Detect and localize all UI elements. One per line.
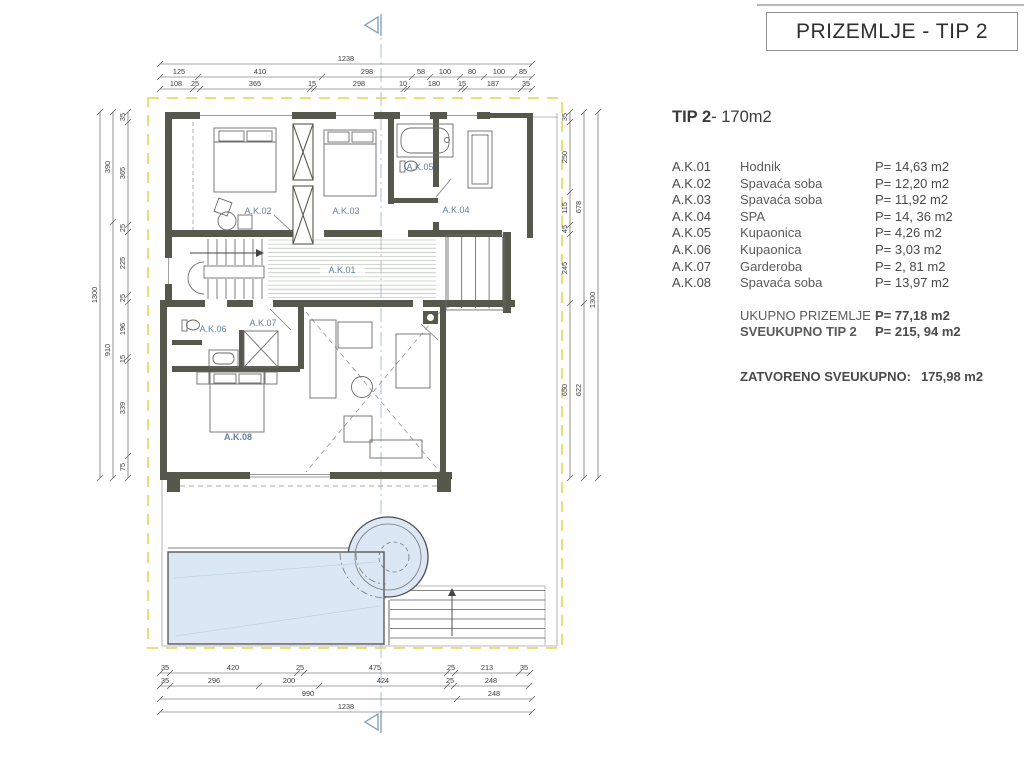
legend-heading-area: - 170m2 bbox=[711, 108, 772, 126]
room-label: A.K.05 bbox=[406, 162, 434, 172]
total-value: P= 77,18 m2 bbox=[875, 307, 950, 323]
svg-text:85: 85 bbox=[518, 67, 528, 76]
svg-text:115: 115 bbox=[560, 202, 569, 214]
room-name: Hodnik bbox=[740, 159, 781, 174]
svg-text:75: 75 bbox=[118, 462, 127, 472]
svg-text:225: 225 bbox=[118, 256, 127, 270]
svg-text:365: 365 bbox=[248, 79, 262, 88]
table-row bbox=[672, 259, 1024, 276]
svg-text:1300: 1300 bbox=[588, 291, 597, 309]
room-name: Garderoba bbox=[740, 258, 803, 274]
room-area: P= 3,03 m2 bbox=[875, 241, 942, 257]
svg-text:420: 420 bbox=[226, 663, 240, 672]
total-label: UKUPNO PRIZEMLJE bbox=[740, 307, 871, 323]
corridor-fixture bbox=[427, 314, 434, 321]
svg-text:45: 45 bbox=[560, 224, 569, 234]
svg-text:15: 15 bbox=[307, 79, 317, 88]
svg-text:25: 25 bbox=[445, 676, 455, 685]
room-label: A.K.06 bbox=[199, 324, 227, 334]
svg-text:990: 990 bbox=[301, 689, 315, 698]
room-code: A.K.06 bbox=[672, 241, 712, 257]
svg-text:35: 35 bbox=[160, 676, 170, 685]
svg-text:622: 622 bbox=[574, 383, 583, 397]
table-row bbox=[672, 275, 1024, 292]
table-row bbox=[672, 176, 1024, 193]
room-area: P= 12,20 m2 bbox=[875, 175, 950, 191]
closed-total-label: ZATVORENO SVEUKUPNO: bbox=[740, 368, 911, 384]
svg-text:25: 25 bbox=[295, 663, 305, 672]
svg-text:213: 213 bbox=[480, 663, 494, 672]
room-area: P= 13,97 m2 bbox=[875, 275, 950, 291]
svg-text:100: 100 bbox=[492, 67, 506, 76]
svg-text:424: 424 bbox=[376, 676, 390, 685]
closed-total-value: 175,98 m2 bbox=[920, 368, 984, 384]
svg-text:248: 248 bbox=[487, 689, 501, 698]
svg-text:35: 35 bbox=[118, 112, 127, 122]
svg-text:15: 15 bbox=[118, 354, 127, 364]
svg-text:248: 248 bbox=[484, 676, 498, 685]
svg-text:200: 200 bbox=[282, 676, 296, 685]
legend-heading-type: TIP 2 bbox=[672, 108, 712, 126]
svg-text:1238: 1238 bbox=[337, 54, 355, 63]
svg-text:100: 100 bbox=[438, 67, 452, 76]
room-label: A.K.02 bbox=[244, 206, 272, 216]
title-box bbox=[766, 12, 1018, 51]
svg-text:35: 35 bbox=[160, 663, 170, 672]
svg-text:25: 25 bbox=[118, 223, 127, 233]
room-area: P= 14, 36 m2 bbox=[875, 208, 953, 224]
svg-text:35: 35 bbox=[560, 112, 569, 122]
room-label: A.K.04 bbox=[442, 205, 470, 215]
room-name: Kupaonica bbox=[740, 241, 802, 257]
svg-text:298: 298 bbox=[352, 79, 366, 88]
pool bbox=[168, 517, 428, 645]
room-code: A.K.07 bbox=[672, 258, 712, 274]
room-label: A.K.01 bbox=[328, 265, 356, 275]
svg-text:650: 650 bbox=[560, 383, 569, 397]
room-name: Spavaća soba bbox=[740, 275, 823, 291]
svg-text:58: 58 bbox=[416, 67, 426, 76]
svg-text:35: 35 bbox=[521, 79, 531, 88]
svg-text:678: 678 bbox=[574, 200, 583, 214]
svg-text:25: 25 bbox=[446, 663, 456, 672]
room-name: Spavaća soba bbox=[740, 192, 823, 208]
svg-text:108: 108 bbox=[169, 79, 183, 88]
room-code: A.K.01 bbox=[672, 159, 712, 174]
table-row bbox=[672, 192, 1024, 209]
total-row bbox=[672, 324, 1024, 341]
table-row bbox=[672, 159, 1024, 176]
svg-text:25: 25 bbox=[118, 293, 127, 303]
top-rule bbox=[757, 4, 1024, 6]
table-row bbox=[672, 209, 1024, 226]
svg-text:245: 245 bbox=[560, 261, 569, 275]
svg-text:187: 187 bbox=[486, 79, 500, 88]
svg-text:390: 390 bbox=[103, 160, 112, 174]
room-label: A.K.08 bbox=[223, 432, 253, 442]
svg-text:475: 475 bbox=[368, 663, 382, 672]
svg-text:1300: 1300 bbox=[90, 286, 99, 304]
svg-text:365: 365 bbox=[118, 166, 127, 180]
total-label: SVEUKUPNO TIP 2 bbox=[740, 324, 857, 340]
room-code: A.K.02 bbox=[672, 175, 712, 191]
svg-text:15: 15 bbox=[457, 79, 467, 88]
room-table bbox=[672, 159, 1024, 292]
room-code: A.K.08 bbox=[672, 275, 712, 291]
total-row bbox=[672, 308, 1024, 325]
legend-heading bbox=[672, 108, 1024, 127]
room-area: P= 4,26 m2 bbox=[875, 225, 942, 241]
room-code: A.K.03 bbox=[672, 192, 712, 208]
svg-text:80: 80 bbox=[467, 67, 477, 76]
svg-text:298: 298 bbox=[360, 67, 374, 76]
table-row bbox=[672, 242, 1024, 259]
room-name: Kupaonica bbox=[740, 225, 802, 241]
legend-panel bbox=[672, 108, 1024, 384]
svg-text:339: 339 bbox=[118, 401, 127, 415]
total-value: P= 215, 94 m2 bbox=[875, 324, 961, 340]
room-name: Spavaća soba bbox=[740, 175, 823, 191]
svg-text:196: 196 bbox=[118, 322, 127, 336]
svg-text:25: 25 bbox=[190, 79, 200, 88]
totals bbox=[672, 308, 1024, 341]
svg-text:250: 250 bbox=[560, 150, 569, 164]
svg-text:910: 910 bbox=[103, 343, 112, 357]
svg-text:35: 35 bbox=[519, 663, 529, 672]
room-code: A.K.04 bbox=[672, 208, 712, 224]
furniture bbox=[182, 124, 504, 458]
room-area: P= 2, 81 m2 bbox=[875, 258, 946, 274]
room-label: A.K.03 bbox=[332, 206, 360, 216]
svg-text:180: 180 bbox=[427, 79, 441, 88]
svg-text:1238: 1238 bbox=[337, 702, 355, 711]
room-label: A.K.07 bbox=[249, 318, 277, 328]
room-code: A.K.05 bbox=[672, 225, 712, 241]
room-area: P= 11,92 m2 bbox=[875, 192, 949, 208]
svg-text:296: 296 bbox=[207, 676, 221, 685]
closet-columns bbox=[293, 124, 313, 244]
closed-total bbox=[740, 369, 1024, 384]
svg-text:10: 10 bbox=[398, 79, 408, 88]
svg-text:125: 125 bbox=[172, 67, 186, 76]
table-row bbox=[672, 225, 1024, 242]
svg-text:410: 410 bbox=[253, 67, 267, 76]
page-title: PRIZEMLJE - TIP 2 bbox=[795, 19, 989, 43]
room-name: SPA bbox=[740, 208, 766, 224]
room-area: P= 14,63 m2 bbox=[875, 159, 950, 174]
